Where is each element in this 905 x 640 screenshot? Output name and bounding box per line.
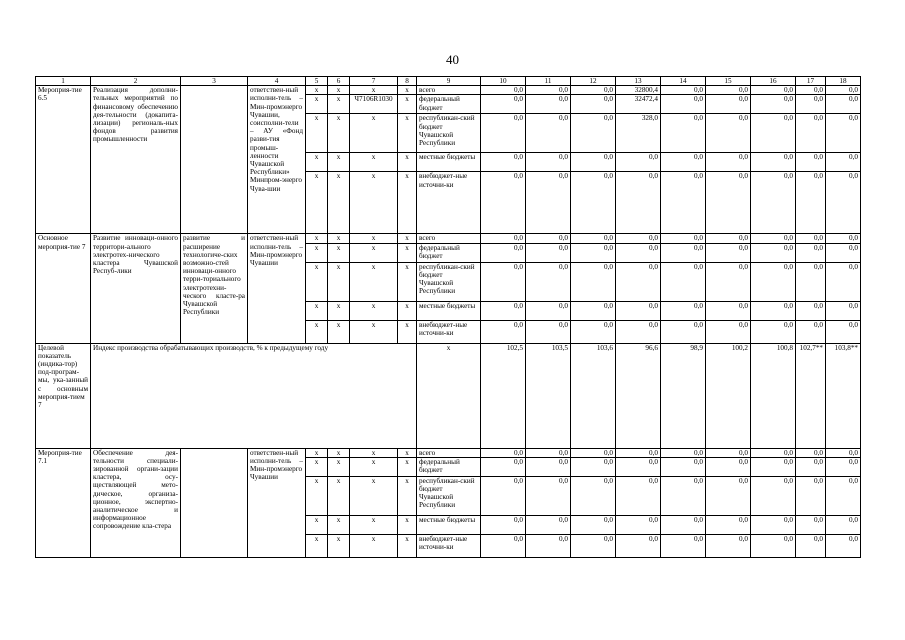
code-cell: x <box>328 476 350 515</box>
header-row <box>36 77 861 86</box>
value-cell: 0,0 <box>826 114 861 153</box>
value-cell: 0,0 <box>796 95 826 114</box>
header-cell: 17 <box>796 77 826 86</box>
header-cell: 15 <box>706 77 751 86</box>
value-cell: 0,0 <box>706 95 751 114</box>
code-cell: x <box>350 301 398 320</box>
funding-source-cell: внебюджет-ные источни-ки <box>417 320 481 343</box>
header-cell: 8 <box>398 77 417 86</box>
value-cell: 0,0 <box>481 234 526 243</box>
code-cell: x <box>350 153 398 172</box>
code-cell: x <box>398 448 417 457</box>
value-cell: 0,0 <box>571 320 616 343</box>
value-cell: 0,0 <box>796 243 826 262</box>
value-cell: 0,0 <box>481 534 526 557</box>
value-cell: 0,0 <box>826 234 861 243</box>
code-cell: x <box>398 476 417 515</box>
responsible-executor-cell: ответствен-ный исполни-тель – Мин-промэнерго Чувашии, соисполни-тели – АУ «Фонд разви-тия промыш-ленности Чувашской Республики» Минпром-энерго Чува-шии <box>248 86 306 234</box>
value-cell: 0,0 <box>706 448 751 457</box>
value-cell: 0,0 <box>661 243 706 262</box>
responsible-executor-cell: ответствен-ный исполни-тель – Мин-промэнерго Чувашии <box>248 448 306 557</box>
header-cell: 9 <box>417 77 481 86</box>
value-cell: 0,0 <box>571 457 616 476</box>
code-cell: x <box>398 301 417 320</box>
funding-source-cell: внебюджет-ные источни-ки <box>417 172 481 234</box>
value-cell: 0,0 <box>526 457 571 476</box>
funding-source-cell: всего <box>417 234 481 243</box>
funding-source-cell: всего <box>417 86 481 95</box>
value-cell: 0,0 <box>616 234 661 243</box>
value-cell: 0,0 <box>481 448 526 457</box>
funding-source-cell: местные бюджеты <box>417 153 481 172</box>
value-cell: 0,0 <box>616 262 661 301</box>
funding-source-cell: местные бюджеты <box>417 301 481 320</box>
value-cell: 0,0 <box>751 172 796 234</box>
value-cell: 0,0 <box>796 262 826 301</box>
value-cell: 0,0 <box>706 262 751 301</box>
value-cell: 0,0 <box>796 234 826 243</box>
code-cell: x <box>328 457 350 476</box>
funding-source-cell: федеральный бюджет <box>417 95 481 114</box>
value-cell: 0,0 <box>751 86 796 95</box>
code-cell: x <box>398 457 417 476</box>
value-cell: 0,0 <box>796 534 826 557</box>
value-cell: 0,0 <box>661 515 706 534</box>
value-cell: 0,0 <box>706 243 751 262</box>
value-cell: 0,0 <box>526 172 571 234</box>
value-cell: 0,0 <box>616 476 661 515</box>
code-cell: x <box>398 114 417 153</box>
code-cell: x <box>398 234 417 243</box>
value-cell: 0,0 <box>796 153 826 172</box>
value-cell: 0,0 <box>751 234 796 243</box>
value-cell: 32472,4 <box>616 95 661 114</box>
value-cell: 0,0 <box>706 234 751 243</box>
code-cell: x <box>398 243 417 262</box>
code-cell: x <box>350 262 398 301</box>
code-cell: x <box>398 86 417 95</box>
value-cell: 0,0 <box>481 172 526 234</box>
value-cell: 0,0 <box>706 320 751 343</box>
value-cell: 328,0 <box>616 114 661 153</box>
funding-source-cell: внебюджет-ные источни-ки <box>417 534 481 557</box>
value-cell: 0,0 <box>796 457 826 476</box>
code-cell: x <box>306 86 328 95</box>
value-cell: 0,0 <box>481 476 526 515</box>
header-cell: 4 <box>248 77 306 86</box>
value-cell: 0,0 <box>796 320 826 343</box>
value-cell: 0,0 <box>661 95 706 114</box>
header-cell: 18 <box>826 77 861 86</box>
value-cell: 0,0 <box>751 95 796 114</box>
value-cell: 0,0 <box>661 114 706 153</box>
value-cell: 0,0 <box>526 95 571 114</box>
value-cell: 0,0 <box>616 172 661 234</box>
header-cell: 2 <box>91 77 181 86</box>
code-cell: x <box>328 86 350 95</box>
value-cell: 0,0 <box>661 262 706 301</box>
funding-source-cell: республикан-ский бюджет Чувашской Республики <box>417 114 481 153</box>
value-cell: 0,0 <box>706 534 751 557</box>
header-cell: 16 <box>751 77 796 86</box>
code-cell: x <box>306 448 328 457</box>
code-cell: x <box>306 534 328 557</box>
value-cell: 0,0 <box>616 243 661 262</box>
value-cell: 0,0 <box>526 301 571 320</box>
expected-result-cell <box>181 448 248 557</box>
value-cell: 0,0 <box>826 448 861 457</box>
code-cell: x <box>306 320 328 343</box>
value-cell: 0,0 <box>706 476 751 515</box>
code-cell: x <box>328 114 350 153</box>
value-cell: 0,0 <box>526 262 571 301</box>
value-cell: 0,0 <box>751 457 796 476</box>
code-cell: x <box>398 320 417 343</box>
value-cell: 0,0 <box>661 476 706 515</box>
indicator-value-cell: 102,5 <box>481 343 526 448</box>
value-cell: 0,0 <box>826 301 861 320</box>
value-cell: 0,0 <box>826 86 861 95</box>
value-cell: 0,0 <box>616 515 661 534</box>
value-cell: 0,0 <box>571 515 616 534</box>
expected-result-cell: развитие и расширение технологиче-ских возможно-стей инноваци-онного терри-ториального электротехни-ческого класте-ра Чувашской Республики <box>181 234 248 343</box>
header-cell: 11 <box>526 77 571 86</box>
code-cell: x <box>398 95 417 114</box>
code-cell: x <box>328 262 350 301</box>
value-cell: 0,0 <box>796 515 826 534</box>
event-name-cell: Мероприя-тие 6.5 <box>36 86 91 234</box>
code-cell: x <box>328 301 350 320</box>
value-cell: 0,0 <box>706 172 751 234</box>
code-cell: x <box>350 448 398 457</box>
value-cell: 0,0 <box>826 153 861 172</box>
value-cell: 0,0 <box>751 114 796 153</box>
value-cell: 0,0 <box>481 262 526 301</box>
indicator-value-cell: 100,2 <box>706 343 751 448</box>
value-cell: 0,0 <box>826 243 861 262</box>
code-cell: x <box>350 457 398 476</box>
value-cell: 0,0 <box>526 114 571 153</box>
indicator-value-cell: 96,6 <box>616 343 661 448</box>
code-cell: x <box>306 457 328 476</box>
value-cell: 0,0 <box>571 234 616 243</box>
value-cell: 0,0 <box>661 457 706 476</box>
value-cell: 0,0 <box>526 448 571 457</box>
funding-source-cell: республикан-ский бюджет Чувашской Республики <box>417 476 481 515</box>
funding-source-cell: федеральный бюджет <box>417 243 481 262</box>
funding-source-cell: всего <box>417 448 481 457</box>
value-cell: 0,0 <box>826 172 861 234</box>
code-cell: x <box>328 172 350 234</box>
code-cell: x <box>350 114 398 153</box>
code-cell: x <box>328 515 350 534</box>
value-cell: 0,0 <box>571 153 616 172</box>
event-description-cell: Реализация дополни-тельных мероприятий по финансовому обеспечению дея-тельности (докапита-лизации) региональ-ных фондов развития промышленности <box>91 86 181 234</box>
value-cell: 0,0 <box>526 476 571 515</box>
value-cell: 0,0 <box>826 515 861 534</box>
code-cell: Ч7106R1030 <box>350 95 398 114</box>
event-description-cell: Обеспечение дея-тельности специали-зированной органи-зации кластера, осу-ществляющей мето-дическое, организа-ционное, экспертно-аналитическое и информационное сопровождение кла-стера <box>91 448 181 557</box>
indicator-x-cell: x <box>417 343 481 448</box>
code-cell: x <box>398 262 417 301</box>
code-cell: x <box>350 86 398 95</box>
value-cell: 0,0 <box>751 534 796 557</box>
value-cell: 0,0 <box>751 515 796 534</box>
indicator-row <box>36 343 861 448</box>
header-cell: 5 <box>306 77 328 86</box>
value-cell: 0,0 <box>751 153 796 172</box>
value-cell: 0,0 <box>661 172 706 234</box>
code-cell: x <box>328 448 350 457</box>
expected-result-cell <box>181 86 248 234</box>
code-cell: x <box>306 172 328 234</box>
value-cell: 0,0 <box>796 448 826 457</box>
value-cell: 0,0 <box>571 95 616 114</box>
value-cell: 0,0 <box>571 448 616 457</box>
value-cell: 32800,4 <box>616 86 661 95</box>
value-cell: 0,0 <box>571 262 616 301</box>
value-cell: 0,0 <box>751 301 796 320</box>
value-cell: 0,0 <box>826 476 861 515</box>
funding-source-cell: федеральный бюджет <box>417 457 481 476</box>
event-description-cell: Развитие инноваци-онного территори-ального электротех-нического кластера Чувашской Респуб-лики <box>91 234 181 343</box>
code-cell: x <box>306 153 328 172</box>
indicator-value-cell: 103,5 <box>526 343 571 448</box>
header-cell: 1 <box>36 77 91 86</box>
indicator-value-cell: 103,6 <box>571 343 616 448</box>
code-cell: x <box>306 262 328 301</box>
indicator-label-cell: Целевой показатель (индика-тор) под-програм-мы, ука-занный с основным мероприя-тием 7 <box>36 343 91 448</box>
value-cell: 0,0 <box>571 534 616 557</box>
value-cell: 0,0 <box>751 476 796 515</box>
indicator-value-cell: 100,8 <box>751 343 796 448</box>
value-cell: 0,0 <box>661 448 706 457</box>
value-cell: 0,0 <box>481 243 526 262</box>
value-cell: 0,0 <box>526 243 571 262</box>
code-cell: x <box>350 534 398 557</box>
table-body <box>36 77 861 558</box>
funding-source-cell: местные бюджеты <box>417 515 481 534</box>
value-cell: 0,0 <box>706 114 751 153</box>
code-cell: x <box>328 153 350 172</box>
value-cell: 0,0 <box>526 534 571 557</box>
header-cell: 3 <box>181 77 248 86</box>
code-cell: x <box>328 243 350 262</box>
value-cell: 0,0 <box>481 95 526 114</box>
responsible-executor-cell: ответствен-ный исполни-тель – Мин-промэнерго Чувашии <box>248 234 306 343</box>
value-cell: 0,0 <box>826 534 861 557</box>
value-cell: 0,0 <box>661 86 706 95</box>
code-cell: x <box>398 515 417 534</box>
code-cell: x <box>350 515 398 534</box>
value-cell: 0,0 <box>661 153 706 172</box>
code-cell: x <box>398 534 417 557</box>
code-cell: x <box>350 234 398 243</box>
value-cell: 0,0 <box>751 262 796 301</box>
value-cell: 0,0 <box>661 301 706 320</box>
event-name-cell: Мероприя-тие 7.1 <box>36 448 91 557</box>
value-cell: 0,0 <box>706 86 751 95</box>
value-cell: 0,0 <box>481 457 526 476</box>
value-cell: 0,0 <box>826 95 861 114</box>
value-cell: 0,0 <box>661 320 706 343</box>
value-cell: 0,0 <box>661 234 706 243</box>
value-cell: 0,0 <box>616 301 661 320</box>
header-cell: 13 <box>616 77 661 86</box>
value-cell: 0,0 <box>616 457 661 476</box>
indicator-value-cell: 103,8** <box>826 343 861 448</box>
value-cell: 0,0 <box>706 301 751 320</box>
page-number: 40 <box>446 52 459 67</box>
value-cell: 0,0 <box>571 301 616 320</box>
funding-source-cell: республикан-ский бюджет Чувашской Республики <box>417 262 481 301</box>
code-cell: x <box>350 172 398 234</box>
code-cell: x <box>306 95 328 114</box>
value-cell: 0,0 <box>526 515 571 534</box>
value-cell: 0,0 <box>481 320 526 343</box>
header-cell: 10 <box>481 77 526 86</box>
value-cell: 0,0 <box>481 114 526 153</box>
value-cell: 0,0 <box>526 153 571 172</box>
indicator-text-cell: Индекс производства обрабатывающих производств, % к предыдущему году <box>91 343 417 448</box>
value-cell: 0,0 <box>481 153 526 172</box>
value-cell: 0,0 <box>481 515 526 534</box>
value-cell: 0,0 <box>751 448 796 457</box>
value-cell: 0,0 <box>616 448 661 457</box>
code-cell: x <box>306 234 328 243</box>
table-row <box>36 86 861 95</box>
value-cell: 0,0 <box>526 320 571 343</box>
value-cell: 0,0 <box>616 320 661 343</box>
code-cell: x <box>328 234 350 243</box>
value-cell: 0,0 <box>706 153 751 172</box>
value-cell: 0,0 <box>481 301 526 320</box>
code-cell: x <box>398 153 417 172</box>
value-cell: 0,0 <box>796 86 826 95</box>
code-cell: x <box>306 476 328 515</box>
value-cell: 0,0 <box>706 457 751 476</box>
value-cell: 0,0 <box>571 476 616 515</box>
table-row <box>36 234 861 243</box>
value-cell: 0,0 <box>526 234 571 243</box>
code-cell: x <box>306 243 328 262</box>
code-cell: x <box>306 515 328 534</box>
code-cell: x <box>350 476 398 515</box>
event-name-cell: Основное мероприя-тие 7 <box>36 234 91 343</box>
value-cell: 0,0 <box>826 457 861 476</box>
value-cell: 0,0 <box>796 301 826 320</box>
code-cell: x <box>328 534 350 557</box>
value-cell: 0,0 <box>571 86 616 95</box>
value-cell: 0,0 <box>616 153 661 172</box>
code-cell: x <box>306 301 328 320</box>
code-cell: x <box>328 95 350 114</box>
value-cell: 0,0 <box>706 515 751 534</box>
value-cell: 0,0 <box>571 114 616 153</box>
header-cell: 12 <box>571 77 616 86</box>
value-cell: 0,0 <box>571 243 616 262</box>
value-cell: 0,0 <box>661 534 706 557</box>
value-cell: 0,0 <box>796 114 826 153</box>
table-row <box>36 448 861 457</box>
value-cell: 0,0 <box>616 534 661 557</box>
value-cell: 0,0 <box>481 86 526 95</box>
code-cell: x <box>328 320 350 343</box>
header-cell: 14 <box>661 77 706 86</box>
program-table <box>35 76 861 558</box>
value-cell: 0,0 <box>571 172 616 234</box>
value-cell: 0,0 <box>796 172 826 234</box>
value-cell: 0,0 <box>751 320 796 343</box>
header-cell: 6 <box>328 77 350 86</box>
code-cell: x <box>306 114 328 153</box>
indicator-value-cell: 98,9 <box>661 343 706 448</box>
value-cell: 0,0 <box>796 476 826 515</box>
code-cell: x <box>350 243 398 262</box>
code-cell: x <box>350 320 398 343</box>
value-cell: 0,0 <box>826 262 861 301</box>
code-cell: x <box>398 172 417 234</box>
value-cell: 0,0 <box>826 320 861 343</box>
indicator-value-cell: 102,7** <box>796 343 826 448</box>
header-cell: 7 <box>350 77 398 86</box>
value-cell: 0,0 <box>751 243 796 262</box>
value-cell: 0,0 <box>526 86 571 95</box>
